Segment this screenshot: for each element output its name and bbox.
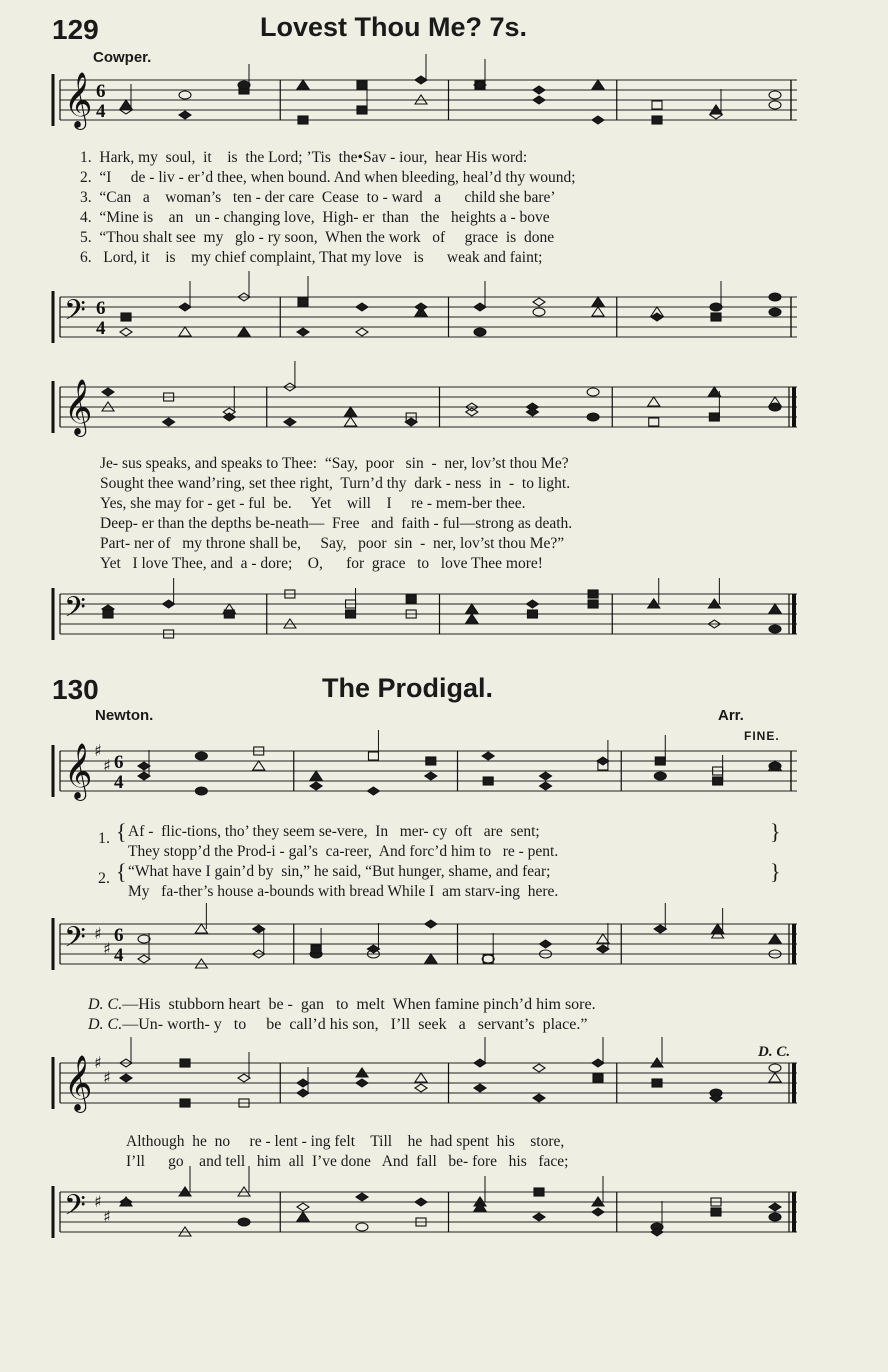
dc-text: —His stubborn heart be - gan to melt When famine pinch’d him sore. — [122, 996, 596, 1013]
sharp-icon: ♯ — [94, 1192, 102, 1211]
hymn-number: 130 — [52, 674, 99, 705]
bass-clef-icon: 𝄢 — [64, 294, 86, 334]
verse-line: 2. “I de - liv - er’d thee, when bound. And when bleeding, heal’d thy wound; — [80, 169, 576, 186]
time-signature-top: 6 — [114, 925, 124, 946]
verse-line: Although he no re - lent - ing felt Till he had spent his store, — [126, 1133, 565, 1150]
right-brace: } — [770, 819, 781, 844]
left-brace: { — [116, 859, 127, 884]
verse-line: “What have I gain’d by sin,” he said, “But hunger, shame, and fear; — [128, 863, 551, 880]
verse-line: Af - flic-tions, tho’ they seem se-vere, In mer- cy oft are sent; — [128, 823, 540, 840]
verse-line: Yes, she may for - get - ful be. Yet will I re - mem-ber thee. — [100, 495, 526, 512]
verse-line: Je- sus speaks, and speaks to Thee: “Say, poor sin - ner, lov’st thou Me? — [100, 455, 569, 472]
author: Newton. — [95, 707, 154, 724]
fine-mark: FINE. — [744, 729, 780, 743]
verse-line: 3. “Can a woman’s ten - der care Cease to - ward a child she bare’ — [80, 189, 556, 206]
dc-label: D. C. — [88, 1016, 123, 1033]
bass-clef-icon: 𝄢 — [64, 591, 86, 631]
note-head — [533, 1213, 545, 1221]
verse-line: They stopp’d the Prod-i - gal’s ca-reer, And forc’d him to re - pent. — [128, 843, 559, 860]
note-head — [356, 1193, 368, 1201]
time-signature-bottom: 4 — [96, 101, 106, 122]
treble-clef-icon: 𝄞 — [64, 72, 93, 128]
left-brace: { — [116, 819, 127, 844]
verse-line: 1. Hark, my soul, it is the Lord; ’Tis the•Sav - iour, hear His word: — [80, 149, 528, 166]
time-signature-bottom: 4 — [114, 945, 124, 966]
time-signature-top: 6 — [114, 752, 124, 773]
sharp-icon: ♯ — [94, 1053, 102, 1072]
verse-line: I’ll go and tell him all I’ve done And fall be- fore his face; — [126, 1153, 569, 1170]
time-signature-top: 6 — [96, 298, 106, 319]
note-head — [711, 1208, 721, 1216]
note-head — [769, 1213, 781, 1221]
verse-line: 5. “Thou shalt see my glo - ry soon, When the work of grace is done — [80, 229, 555, 246]
right-brace: } — [770, 859, 781, 884]
sharp-icon: ♯ — [94, 924, 102, 943]
verse-line: Part- ner of my throne shall be, Say, poor sin - ner, lov’st thou Me?” — [100, 535, 565, 552]
dc-label: D. C. — [88, 996, 123, 1013]
note-head — [297, 1212, 309, 1221]
dc-text: —Un- worth- y to be call’d his son, I’ll seek a servant’s place.” — [122, 1016, 588, 1033]
verse-number: 2. — [98, 870, 110, 887]
hymn-number: 129 — [52, 14, 99, 45]
time-signature-bottom: 4 — [96, 318, 106, 339]
verse-line: Deep- er than the depths be-neath— Free and faith - ful—strong as death. — [100, 515, 573, 532]
sharp-icon: ♯ — [103, 756, 111, 775]
verse-line: Sought thee wand’ring, set thee right, Turn’d thy dark - ness in - to light. — [100, 475, 571, 492]
treble-clef-icon: 𝄞 — [64, 379, 93, 435]
hymn-title: Lovest Thou Me? 7s. — [260, 12, 528, 42]
note-head — [356, 1223, 368, 1231]
time-signature-top: 6 — [96, 81, 106, 102]
note-head — [592, 1208, 604, 1216]
note-head — [238, 1218, 250, 1226]
verse-line: 4. “Mine is an un - changing love, High- er than the heights a - bove — [80, 209, 550, 226]
note-head — [769, 1203, 781, 1211]
arranger: Arr. — [718, 707, 744, 724]
sharp-icon: ♯ — [103, 1207, 111, 1226]
dc-mark: D. C. — [758, 1044, 791, 1060]
note-head — [415, 1198, 427, 1206]
verse-line: 6. Lord, it is my chief complaint, That my love is weak and faint; — [80, 249, 543, 266]
verse-line: Yet I love Thee, and a - dore; O, for grace to love Thee more! — [100, 555, 543, 572]
sharp-icon: ♯ — [103, 939, 111, 958]
hymn-title: The Prodigal. — [322, 673, 494, 703]
author: Cowper. — [93, 49, 152, 66]
sharp-icon: ♯ — [94, 741, 102, 760]
sharp-icon: ♯ — [103, 1068, 111, 1087]
verse-number: 1. — [98, 830, 110, 847]
treble-clef-icon: 𝄞 — [64, 1055, 93, 1111]
bass-clef-icon: 𝄢 — [64, 921, 86, 961]
note-head — [297, 1203, 309, 1211]
time-signature-bottom: 4 — [114, 772, 124, 793]
note-head — [534, 1188, 544, 1196]
bass-clef-icon: 𝄢 — [64, 1189, 86, 1229]
verse-line: My fa-ther’s house a-bounds with bread While I am starv-ing here. — [128, 883, 559, 900]
treble-clef-icon: 𝄞 — [64, 743, 93, 799]
